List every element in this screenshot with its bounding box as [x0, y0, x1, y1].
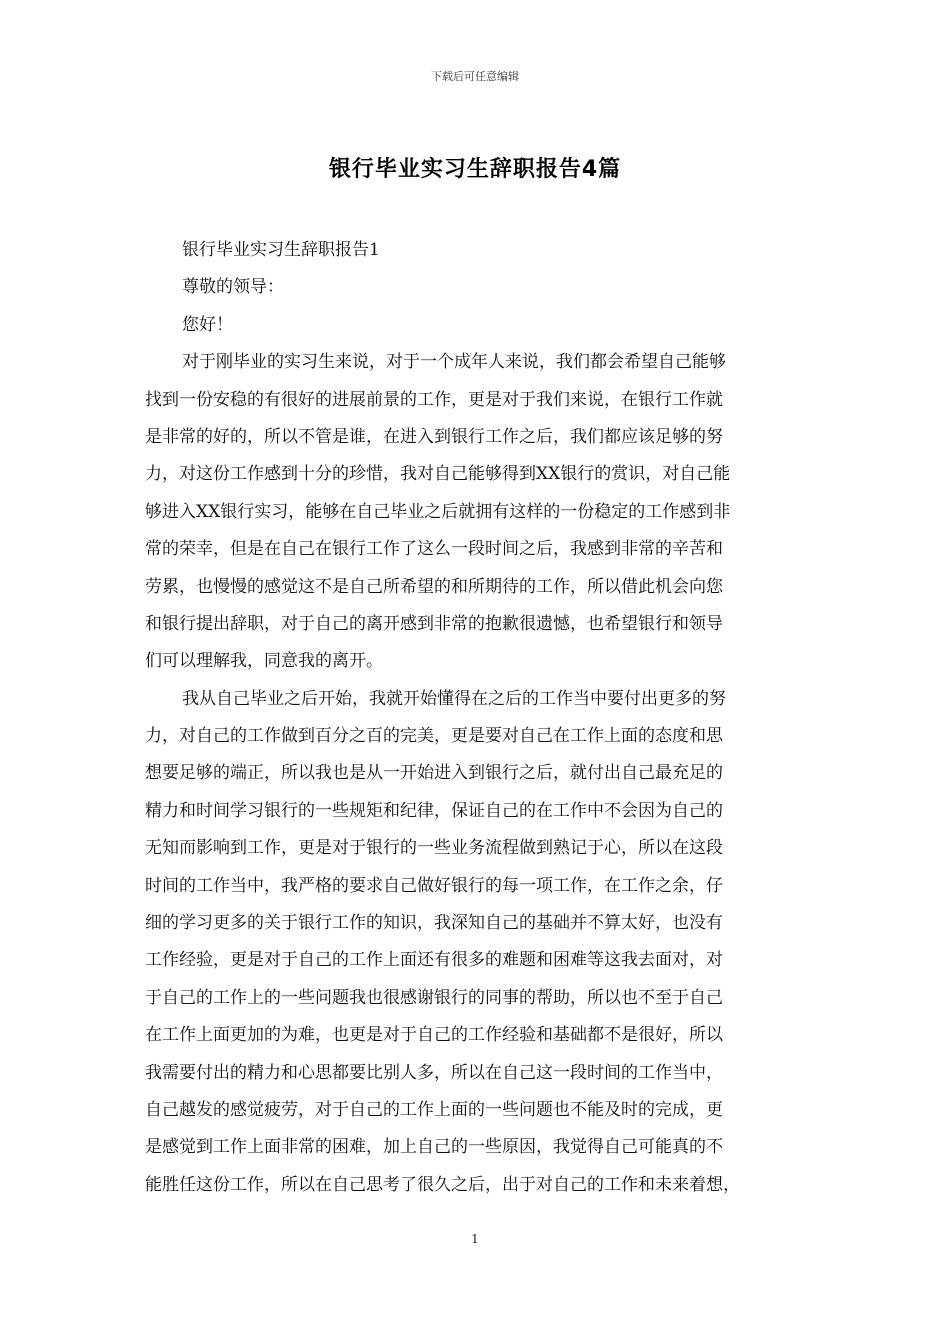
text-line: 想要足够的端正，所以我也是从一开始进入到银行之后，就付出自己最充足的: [145, 763, 723, 784]
text-line: 时间的工作当中，我严格的要求自己做好银行的每一项工作，在工作之余，仔: [145, 875, 723, 896]
text-line: 对于刚毕业的实习生来说，对于一个成年人来说，我们都会希望自己能够: [182, 352, 726, 373]
text-line: 无知而影响到工作，更是对于银行的一些业务流程做到熟记于心，所以在这段: [145, 838, 723, 859]
text-line: 常的荣幸，但是在自己在银行工作了这么一段时间之后，我感到非常的辛苦和: [145, 539, 723, 560]
document-title: 银行毕业实习生辞职报告4篇: [328, 157, 622, 182]
text-line: 和银行提出辞职，对于自己的离开感到非常的抱歉很遗憾，也希望银行和领导: [145, 613, 723, 634]
text-line: 在工作上面更加的为难，也更是对于自己的工作经验和基础都不是很好，所以: [145, 1025, 723, 1046]
text-line: 找到一份安稳的有很好的进展前景的工作，更是对于我们来说，在银行工作就: [145, 389, 723, 410]
text-line: 工作经验，更是对于自己的工作上面还有很多的难题和困难等这我去面对，对: [145, 950, 723, 971]
text-line: 力，对自己的工作做到百分之百的完美，更是要对自己在工作上面的态度和思: [145, 726, 723, 747]
document-body: [145, 232, 807, 1204]
text-line: 我从自己毕业之后开始，我就开始懂得在之后的工作当中要付出更多的努: [182, 688, 726, 709]
text-line: 够进入XX银行实习，能够在自己毕业之后就拥有这样的一份稳定的工作感到非: [145, 501, 731, 522]
text-line: 力，对这份工作感到十分的珍惜，我对自己能够得到XX银行的赏识，对自己能: [145, 464, 731, 485]
text-line: 们可以理解我，同意我的离开。: [145, 651, 383, 672]
text-line: 劳累，也慢慢的感觉这不是自己所希望的和所期待的工作，所以借此机会向您: [145, 576, 723, 597]
page-number: 1: [471, 1232, 479, 1246]
text-line: 您好！: [182, 314, 233, 335]
text-line: 细的学习更多的关于银行工作的知识，我深知自己的基础并不算太好，也没有: [145, 913, 723, 934]
text-line: 能胜任这份工作，所以在自己思考了很久之后，出于对自己的工作和未来着想，: [145, 1174, 740, 1195]
text-line: 是感觉到工作上面非常的困难，加上自己的一些原因，我觉得自己可能真的不: [145, 1137, 723, 1158]
text-line: 自己越发的感觉疲劳，对于自己的工作上面的一些问题也不能及时的完成，更: [145, 1099, 723, 1120]
text-line: 精力和时间学习银行的一些规矩和纪律，保证自己的在工作中不会因为自己的: [145, 800, 723, 821]
text-line: 银行毕业实习生辞职报告1: [182, 240, 380, 260]
text-line: 尊敬的领导：: [182, 277, 284, 298]
text-line: 是非常的好的，所以不管是谁，在进入到银行工作之后，我们都应该足够的努: [145, 426, 723, 447]
page-header: 下载后可任意编辑: [431, 70, 519, 83]
text-line: 我需要付出的精力和心思都要比别人多，所以在自己这一段时间的工作当中，: [145, 1062, 723, 1083]
text-line: 于自己的工作上的一些问题我也很感谢银行的同事的帮助，所以也不至于自己: [145, 987, 723, 1008]
